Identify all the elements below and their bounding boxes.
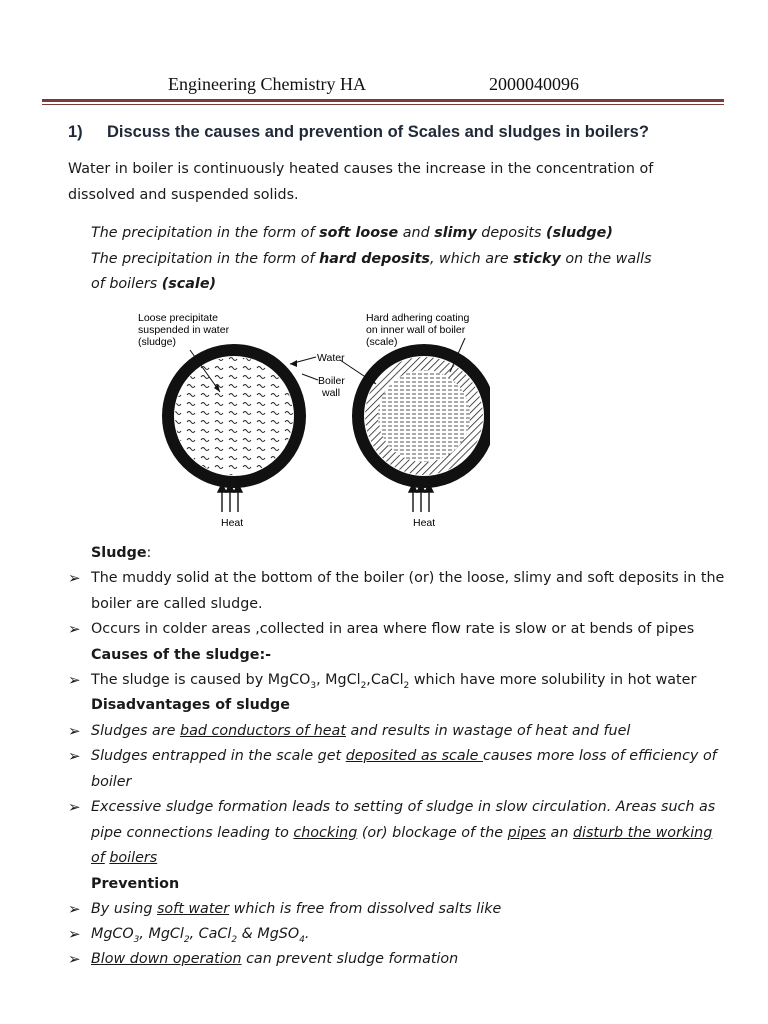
- header-rule-thin: [42, 104, 724, 105]
- roll-number: 2000040096: [489, 74, 579, 94]
- disadvantage-bullet-1: Sludges are bad conductors of heat and results in wastage of heat and fuel: [91, 723, 631, 739]
- sludge-definition-bullet: The muddy solid at the bottom of the boiler (or) the loose, slimy and soft deposits in the boiler are called sludge.: [91, 570, 725, 612]
- scale-boiler-drawing: [358, 350, 490, 482]
- right-caption-1: Hard adhering coating: [366, 312, 470, 324]
- boiler-wall-label-1: Boiler: [318, 375, 345, 387]
- definitions-block: [91, 221, 731, 298]
- intro-line-2: dissolved and suspended solids.: [68, 186, 299, 203]
- scale-definition: The precipitation in the form of hard deposits, which are sticky on the walls: [91, 250, 652, 267]
- left-caption-2: suspended in water: [138, 324, 230, 336]
- arrowhead-bullet-icon: ➢: [68, 950, 81, 968]
- heat-label-left: Heat: [221, 517, 244, 529]
- question-text: Discuss the causes and prevention of Scales and sludges in boilers?: [107, 123, 649, 141]
- arrowhead-bullet-icon: ➢: [68, 900, 81, 918]
- course-title: Engineering Chemistry HA: [168, 74, 366, 94]
- sludge-scale-diagram: [130, 300, 490, 532]
- sludge-occurrence-bullet: Occurs in colder areas ,collected in area where flow rate is slow or at bends of pipes: [91, 621, 695, 637]
- heat-label-right: Heat: [413, 517, 436, 529]
- causes-bullet: The sludge is caused by MgCO$_3$, MgCl$_2$,CaCl$_2$ which have more solubility in hot water: [91, 672, 697, 691]
- scale-definition-cont: of boilers (scale): [91, 276, 217, 292]
- right-caption-2: on inner wall of boiler: [366, 324, 466, 336]
- arrowhead-bullet-icon: ➢: [68, 747, 81, 765]
- sludge-heading: Sludge:: [91, 545, 152, 561]
- arrowhead-bullet-icon: ➢: [68, 620, 81, 638]
- prevention-bullet-3: Blow down operation can prevent sludge formation: [91, 951, 459, 967]
- arrowhead-bullet-icon: ➢: [68, 798, 81, 816]
- prevention-bullet-1: By using soft water which is free from dissolved salts like: [91, 901, 502, 917]
- prevention-heading: Prevention: [91, 876, 180, 892]
- arrowhead-bullet-icon: ➢: [68, 722, 81, 740]
- arrowhead-bullet-icon: ➢: [68, 671, 81, 689]
- left-caption-3: (sludge): [138, 336, 176, 348]
- heat-arrows-right: [409, 484, 433, 512]
- disadvantage-bullet-2: Sludges entrapped in the scale get deposited as scale causes more loss of efficiency of boiler: [91, 748, 717, 790]
- intro-paragraph: [68, 157, 748, 208]
- left-caption-1: Loose precipitate: [138, 312, 218, 324]
- right-caption-3: (scale): [366, 336, 398, 348]
- intro-line-1: Water in boiler is continuously heated causes the increase in the concentration of: [68, 161, 654, 177]
- disadvantage-bullet-3: Excessive sludge formation leads to setting of sludge in slow circulation. Areas such as pipe connections leading to chocking (or) blockage of the pipes an disturb the working of boilers: [91, 799, 716, 866]
- header-rule-thick: [42, 99, 724, 102]
- arrowhead-bullet-icon: ➢: [68, 569, 81, 587]
- question-number: 1): [68, 123, 83, 141]
- sludge-boiler-drawing: [168, 350, 300, 482]
- causes-heading: Causes of the sludge:-: [91, 647, 272, 663]
- water-label: Water: [317, 352, 345, 364]
- heat-arrows-left: [218, 484, 242, 512]
- arrowhead-bullet-icon: ➢: [68, 925, 81, 943]
- disadvantages-heading: Disadvantages of sludge: [91, 697, 290, 713]
- prevention-bullet-2: MgCO$_3$, MgCl$_2$, CaCl$_2$ & MgSO$_4$.: [91, 926, 310, 945]
- boiler-wall-label-2: wall: [322, 387, 341, 399]
- sludge-definition: The precipitation in the form of soft loose and slimy deposits (sludge): [91, 225, 613, 241]
